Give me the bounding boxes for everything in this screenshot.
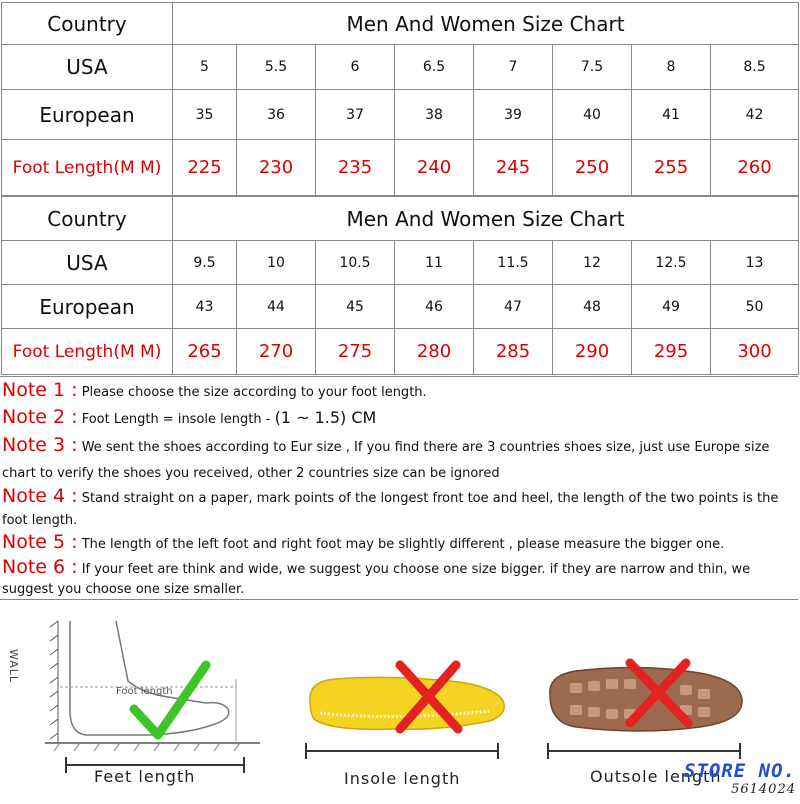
country-header: Country	[2, 3, 173, 45]
size-cell: 8	[632, 45, 711, 90]
size-cell: 250	[553, 140, 632, 196]
note-6	[2, 557, 796, 600]
note-text: Please choose the size according to your foot length.	[81, 385, 427, 400]
size-cell: 285	[474, 329, 553, 375]
country-header: Country	[2, 197, 173, 241]
size-cell: 50	[711, 285, 799, 329]
size-cell: 7.5	[553, 45, 632, 90]
outsole-length-label: Outsole length	[590, 767, 722, 786]
note-text: Foot Length = insole length -	[81, 412, 271, 427]
size-cell: 290	[553, 329, 632, 375]
size-cell: 225	[173, 140, 237, 196]
chart-title: Men And Women Size Chart	[173, 197, 799, 241]
note-range: (1 ~ 1.5) CM	[274, 408, 377, 427]
size-cell: 11	[395, 241, 474, 285]
row-label: European	[2, 285, 173, 329]
size-cell: 8.5	[711, 45, 799, 90]
note-4	[2, 485, 796, 532]
size-chart-table-2	[1, 196, 799, 375]
chart-title: Men And Women Size Chart	[173, 3, 799, 45]
note-3	[2, 432, 796, 487]
size-cell: 11.5	[474, 241, 553, 285]
table-row	[2, 329, 799, 375]
size-cell: 44	[237, 285, 316, 329]
table-row	[2, 90, 799, 140]
size-cell: 280	[395, 329, 474, 375]
size-cell: 7	[474, 45, 553, 90]
size-cell: 255	[632, 140, 711, 196]
check-icon	[134, 665, 206, 735]
feet-length-label: Feet length	[94, 767, 196, 786]
size-cell: 48	[553, 285, 632, 329]
note-label: Note 5 :	[2, 531, 78, 553]
table-row	[2, 285, 799, 329]
row-label: Foot Length(M M)	[2, 329, 173, 375]
size-cell: 39	[474, 90, 553, 140]
size-cell: 6.5	[395, 45, 474, 90]
insole-length-panel	[280, 601, 530, 800]
size-cell: 12.5	[632, 241, 711, 285]
measurement-illustrations	[0, 601, 800, 800]
size-cell: 5.5	[237, 45, 316, 90]
wall-label: WALL	[7, 649, 20, 684]
size-cell: 270	[237, 329, 316, 375]
size-cell: 295	[632, 329, 711, 375]
store-name: STORE NO.	[684, 760, 796, 782]
size-cell: 300	[711, 329, 799, 375]
size-cell: 235	[316, 140, 395, 196]
size-chart-table-1	[1, 2, 799, 196]
size-cell: 9.5	[173, 241, 237, 285]
row-label: USA	[2, 45, 173, 90]
insole-length-label: Insole length	[344, 769, 461, 788]
note-text: We sent the shoes according to Eur size , If you find there are 3 countries shoes size, just use Europe size chart to verify the shoes you received, other 2 countries size can be ignored	[2, 440, 770, 481]
row-label: European	[2, 90, 173, 140]
feet-length-panel	[0, 601, 280, 800]
note-label: Note 4 :	[2, 485, 78, 507]
note-text: If your feet are think and wide, we suggest you choose one size bigger. if they are narrow and thin, we suggest you choose one size smaller.	[2, 562, 751, 597]
note-label: Note 2 :	[2, 406, 78, 428]
note-text: The length of the left foot and right foot may be slightly different , please measure the bigger one.	[81, 537, 725, 552]
size-cell: 13	[711, 241, 799, 285]
size-cell: 47	[474, 285, 553, 329]
size-cell: 12	[553, 241, 632, 285]
size-cell: 265	[173, 329, 237, 375]
size-cell: 49	[632, 285, 711, 329]
size-cell: 46	[395, 285, 474, 329]
size-cell: 10.5	[316, 241, 395, 285]
notes-section	[0, 376, 798, 600]
size-cell: 10	[237, 241, 316, 285]
table-row	[2, 45, 799, 90]
size-cell: 38	[395, 90, 474, 140]
note-text: Stand straight on a paper, mark points of the longest front toe and heel, the length of the two points is the foot length.	[2, 491, 779, 528]
foot-length-tag: Foot length	[116, 686, 173, 697]
table-row	[2, 140, 799, 196]
size-cell: 5	[173, 45, 237, 90]
size-cell: 275	[316, 329, 395, 375]
note-5	[2, 531, 796, 556]
size-cell: 42	[711, 90, 799, 140]
size-cell: 41	[632, 90, 711, 140]
size-cell: 45	[316, 285, 395, 329]
size-cell: 260	[711, 140, 799, 196]
store-watermark	[684, 760, 796, 797]
note-2	[2, 406, 796, 431]
store-number: 5614024	[731, 782, 796, 797]
note-label: Note 3 :	[2, 434, 78, 456]
size-cell: 240	[395, 140, 474, 196]
size-cell: 6	[316, 45, 395, 90]
row-label: Foot Length(M M)	[2, 140, 173, 196]
note-label: Note 1 :	[2, 379, 78, 401]
size-cell: 37	[316, 90, 395, 140]
table-row	[2, 241, 799, 285]
size-cell: 40	[553, 90, 632, 140]
size-cell: 43	[173, 285, 237, 329]
size-cell: 230	[237, 140, 316, 196]
row-label: USA	[2, 241, 173, 285]
size-cell: 36	[237, 90, 316, 140]
note-label: Note 6 :	[2, 556, 78, 578]
size-cell: 35	[173, 90, 237, 140]
note-1	[2, 379, 796, 404]
size-cell: 245	[474, 140, 553, 196]
